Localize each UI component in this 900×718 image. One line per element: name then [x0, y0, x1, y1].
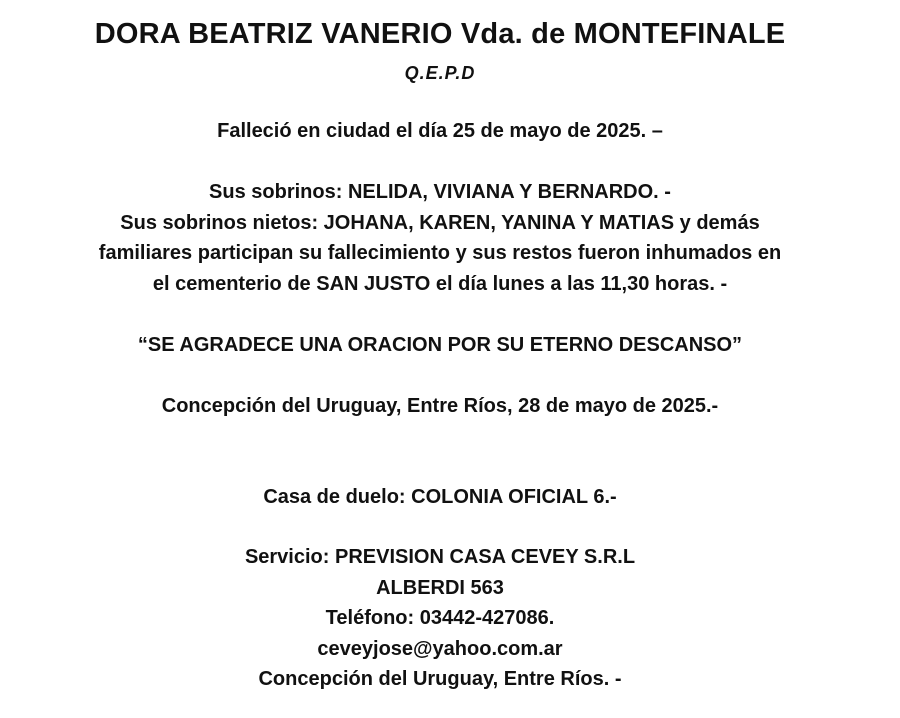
place-and-date: Concepción del Uruguay, Entre Ríos, 28 de mayo de 2025.- — [161, 395, 719, 417]
prayer-request: “SE AGRADECE UNA ORACION POR SU ETERNO DESCANSO” — [137, 334, 743, 356]
qepd-text: Q.E.P.D — [404, 63, 476, 83]
family-line-2: Sus sobrinos nietos: JOHANA, KAREN, YANINA Y MATIAS y demás — [120, 212, 760, 234]
family-line-4: el cementerio de SAN JUSTO el día lunes a las 11,30 horas. - — [152, 273, 728, 295]
service-provider: Servicio: PREVISION CASA CEVEY S.R.L — [244, 546, 636, 568]
wake-location: Casa de duelo: COLONIA OFICIAL 6.- — [263, 486, 617, 508]
family-line-1: Sus sobrinos: NELIDA, VIVIANA Y BERNARDO. - — [209, 181, 671, 203]
service-phone: Teléfono: 03442-427086. — [325, 607, 555, 629]
service-email: ceveyjose@yahoo.com.ar — [317, 638, 563, 660]
deceased-name: DORA BEATRIZ VANERIO Vda. de MONTEFINALE — [94, 18, 786, 50]
death-date-text: Falleció en ciudad el día 25 de mayo de 2025. – — [217, 120, 663, 142]
family-line-3: familiares participan su fallecimiento y sus restos fueron inhumados en — [98, 242, 782, 264]
service-address: ALBERDI 563 — [376, 577, 504, 599]
service-city: Concepción del Uruguay, Entre Ríos. - — [258, 668, 622, 690]
